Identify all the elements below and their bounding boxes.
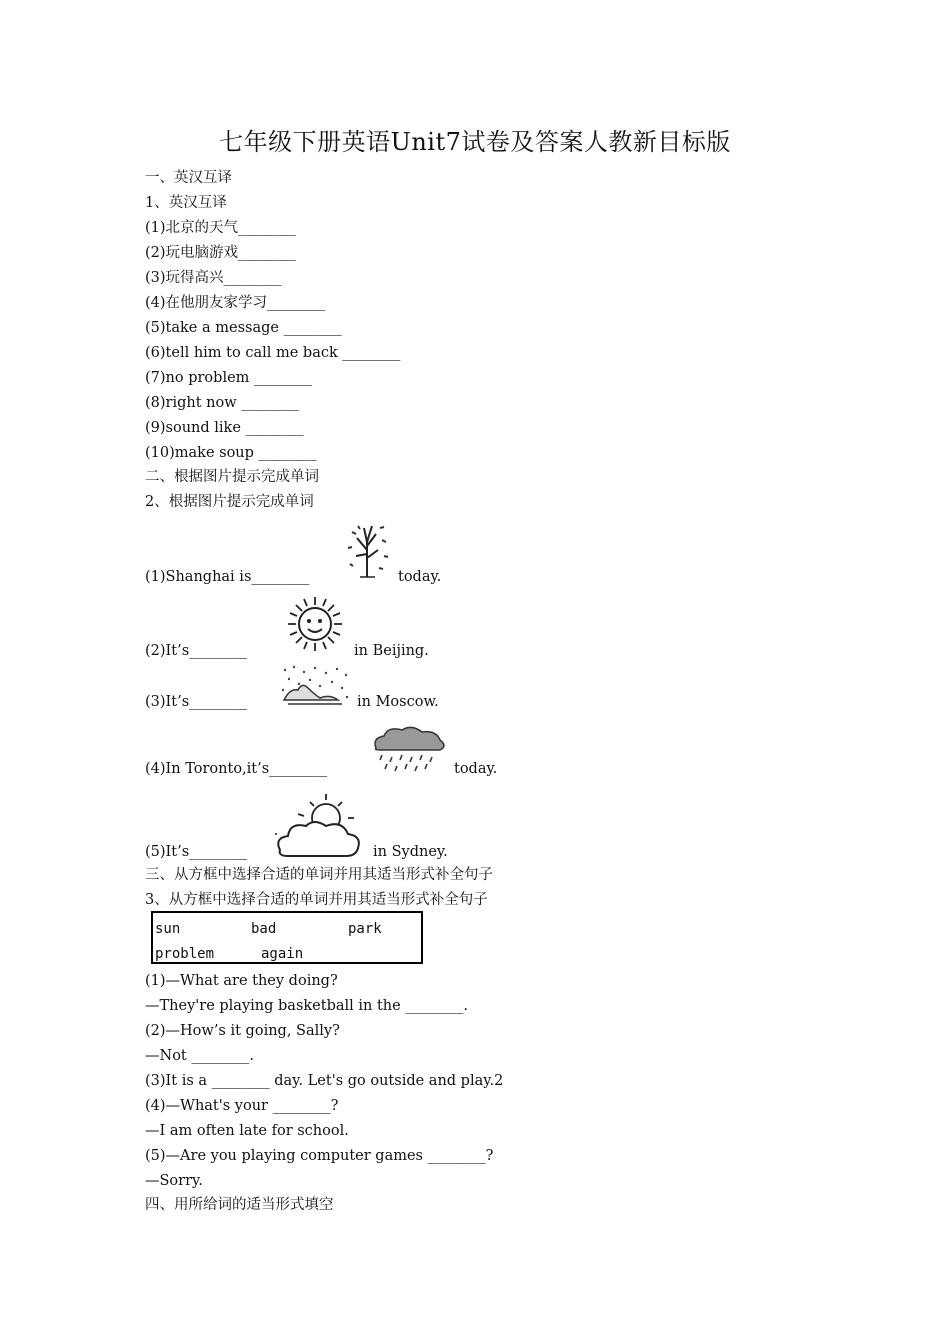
- section1-item: (4)在他朋友家学习________: [145, 295, 326, 311]
- box-word: sun: [155, 921, 181, 937]
- section3-line: —Sorry.: [145, 1173, 203, 1189]
- rain-cloud-icon: [370, 724, 448, 772]
- section3-line: (2)—How’s it going, Sally?: [145, 1023, 340, 1039]
- picture-item-3-text: (3)It’s________: [145, 694, 248, 710]
- section2-heading: 二、根据图片提示完成单词: [145, 469, 319, 485]
- section1-subheading: 1、英汉互译: [145, 195, 227, 211]
- section3-line: (1)—What are they doing?: [145, 973, 338, 989]
- picture-item-1-after: today.: [398, 569, 442, 585]
- section3-line: (3)It is a ________ day. Let's go outside and play.2: [145, 1073, 504, 1089]
- section3-line: —I am often late for school.: [145, 1123, 349, 1139]
- section1-item: (2)玩电脑游戏________: [145, 245, 297, 261]
- section3-line: —Not ________.: [145, 1048, 254, 1064]
- section1-heading: 一、英汉互译: [145, 170, 232, 186]
- section1-item: (8)right now ________: [145, 395, 300, 411]
- cloud-sun-icon: [272, 790, 364, 860]
- picture-item-5-text: (5)It’s________: [145, 844, 248, 860]
- picture-item-4-after: today.: [454, 761, 498, 777]
- section3-line: (4)—What's your ________?: [145, 1098, 339, 1114]
- box-word: again: [261, 946, 304, 962]
- section1-item: (5)take a message ________: [145, 320, 342, 336]
- section1-item: (7)no problem ________: [145, 370, 313, 386]
- box-word: problem: [155, 946, 215, 962]
- section1-item: (1)北京的天气________: [145, 220, 297, 236]
- section3-subheading: 3、从方框中选择合适的单词并用其适当形式补全句子: [145, 892, 488, 908]
- section4-heading: 四、用所给词的适当形式填空: [145, 1197, 334, 1213]
- picture-item-3-after: in Moscow.: [357, 694, 439, 710]
- section2-subheading: 2、根据图片提示完成单词: [145, 494, 314, 510]
- picture-item-2-text: (2)It’s________: [145, 643, 248, 659]
- section1-item: (9)sound like ________: [145, 420, 304, 436]
- picture-item-4-text: (4)In Toronto,it’s________: [145, 761, 328, 777]
- picture-item-1-text: (1)Shanghai is________: [145, 569, 310, 585]
- section1-item: (6)tell him to call me back ________: [145, 345, 401, 361]
- box-word: park: [348, 921, 382, 937]
- windy-tree-icon: [342, 520, 392, 578]
- picture-item-2-after: in Beijing.: [354, 643, 429, 659]
- section3-line: (5)—Are you playing computer games ________?: [145, 1148, 494, 1164]
- box-word: bad: [251, 921, 277, 937]
- sun-icon: [284, 593, 346, 655]
- page-title: 七年级下册英语Unit7试卷及答案人教新目标版: [219, 128, 731, 156]
- section1-item: (3)玩得高兴________: [145, 270, 282, 286]
- picture-item-5-after: in Sydney.: [373, 844, 448, 860]
- word-box: [151, 911, 423, 964]
- section3-line: —They're playing basketball in the ________.: [145, 998, 468, 1014]
- section3-heading: 三、从方框中选择合适的单词并用其适当形式补全句子: [145, 867, 493, 883]
- section1-item: (10)make soup ________: [145, 445, 317, 461]
- snow-icon: [280, 664, 350, 706]
